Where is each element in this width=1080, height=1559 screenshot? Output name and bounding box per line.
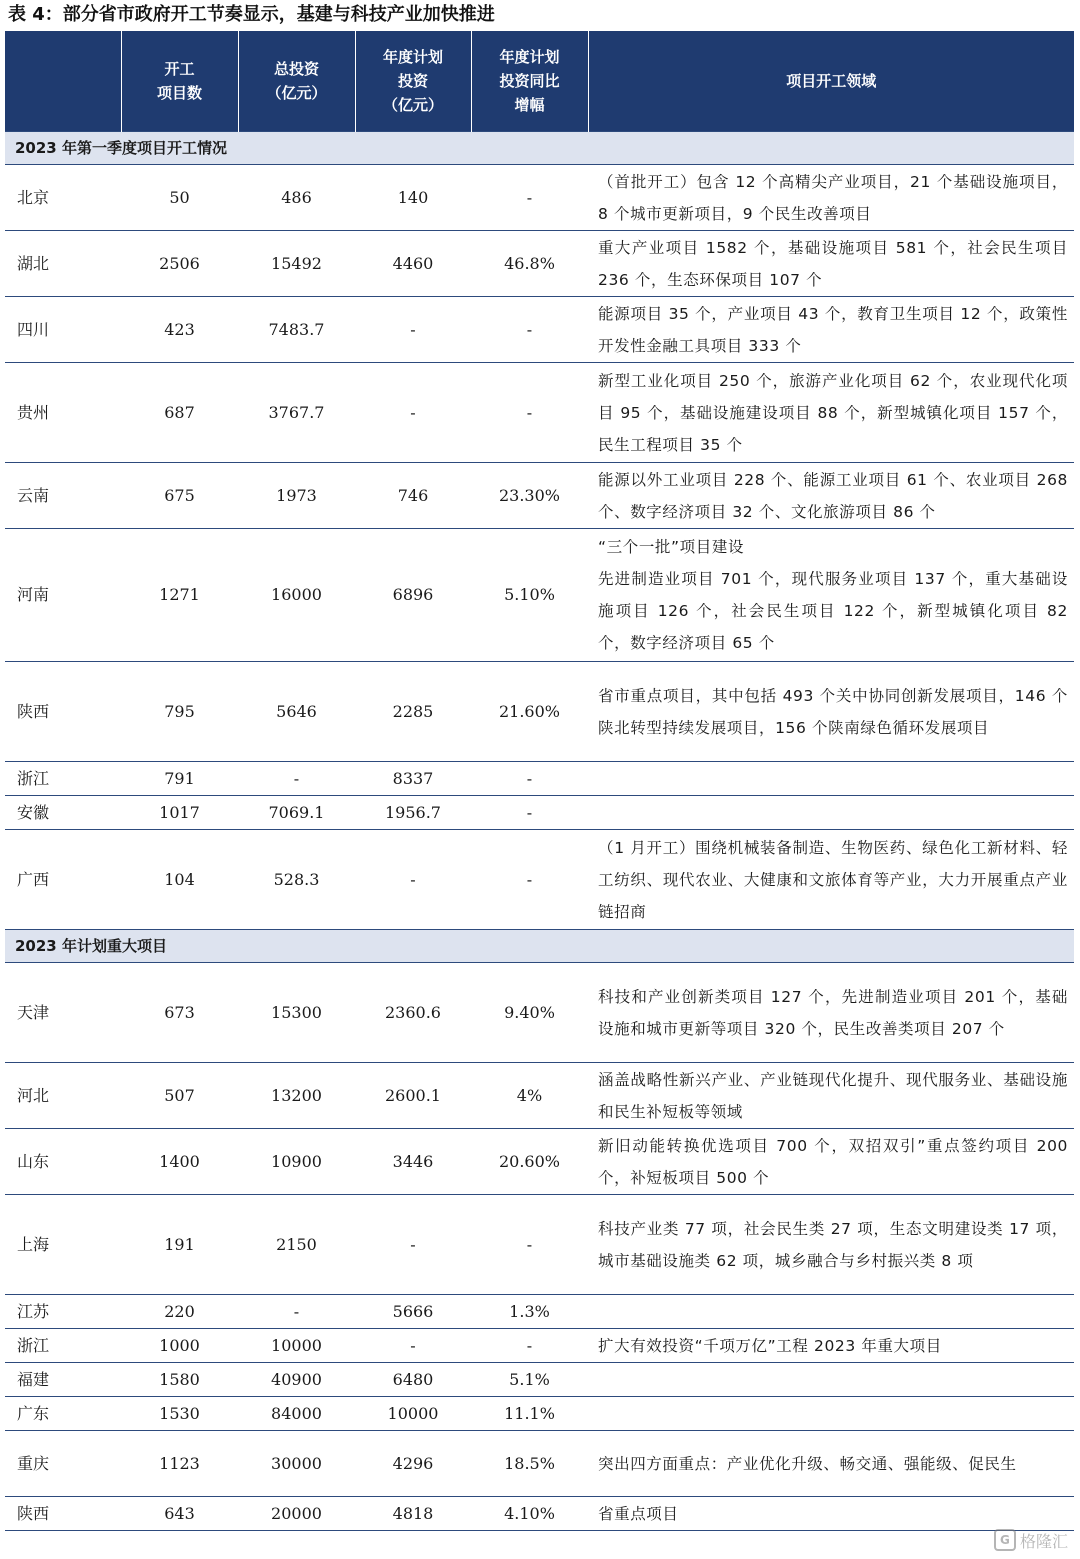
project-count-cell: 191 [121, 1195, 238, 1295]
growth-cell: 11.1% [471, 1397, 588, 1431]
province-cell: 广东 [5, 1397, 121, 1431]
section-title: 2023 年计划重大项目 [5, 930, 1074, 963]
total-investment-cell: 7483.7 [238, 297, 355, 363]
project-count-cell: 423 [121, 297, 238, 363]
project-count-cell: 1123 [121, 1431, 238, 1497]
table-row [5, 1063, 1074, 1129]
total-investment-cell: 20000 [238, 1497, 355, 1531]
growth-cell: - [471, 363, 588, 463]
project-count-cell: 1017 [121, 796, 238, 830]
annual-investment-cell: 6896 [355, 529, 471, 662]
province-cell: 重庆 [5, 1431, 121, 1497]
annual-investment-cell: 4460 [355, 231, 471, 297]
column-header [5, 31, 121, 132]
project-domain-cell: 能源以外工业项目 228 个、能源工业项目 61 个、农业项目 268 个、数字经济项目 32 个、文化旅游项目 86 个 [588, 463, 1074, 529]
project-count-cell: 2506 [121, 231, 238, 297]
table-row [5, 297, 1074, 363]
table-row [5, 363, 1074, 463]
watermark-text: 格隆汇 [1019, 1531, 1068, 1551]
project-count-cell: 1530 [121, 1397, 238, 1431]
growth-cell: - [471, 297, 588, 363]
project-domain-cell: 重大产业项目 1582 个，基础设施项目 581 个，社会民生项目 236 个，生态环保项目 107 个 [588, 231, 1074, 297]
project-domain-cell: 涵盖战略性新兴产业、产业链现代化提升、现代服务业、基础设施和民生补短板等领域 [588, 1063, 1074, 1129]
table-header-row [5, 31, 1074, 132]
watermark [994, 1527, 1068, 1553]
province-cell: 贵州 [5, 363, 121, 463]
project-domain-cell: 能源项目 35 个，产业项目 43 个，教育卫生项目 12 个，政策性开发性金融工具项目 333 个 [588, 297, 1074, 363]
province-cell: 山东 [5, 1129, 121, 1195]
project-count-cell: 1400 [121, 1129, 238, 1195]
province-cell: 广西 [5, 830, 121, 930]
project-count-cell: 675 [121, 463, 238, 529]
province-cell: 陕西 [5, 1497, 121, 1531]
table-row [5, 463, 1074, 529]
growth-cell: - [471, 762, 588, 796]
total-investment-cell: 5646 [238, 662, 355, 762]
project-domain-cell: （1 月开工）围绕机械装备制造、生物医药、绿色化工新材料、轻工纺织、现代农业、大健康和文旅体育等产业，大力开展重点产业链招商 [588, 830, 1074, 930]
project-domain-cell [588, 762, 1074, 796]
column-header: 项目开工领域 [588, 31, 1074, 132]
project-count-cell: 1000 [121, 1329, 238, 1363]
total-investment-cell: 40900 [238, 1363, 355, 1397]
annual-investment-cell: 1956.7 [355, 796, 471, 830]
table-row [5, 830, 1074, 930]
table-row [5, 1295, 1074, 1329]
project-count-cell: 643 [121, 1497, 238, 1531]
growth-cell: 1.3% [471, 1295, 588, 1329]
annual-investment-cell: 5666 [355, 1295, 471, 1329]
annual-investment-cell: - [355, 830, 471, 930]
project-domain-cell: 新型工业化项目 250 个，旅游产业化项目 62 个，农业现代化项目 95 个，基础设施建设项目 88 个，新型城镇化项目 157 个，民生工程项目 35 个 [588, 363, 1074, 463]
section-title: 2023 年第一季度项目开工情况 [5, 132, 1074, 165]
project-count-cell: 687 [121, 363, 238, 463]
project-domain-cell: “三个一批”项目建设 先进制造业项目 701 个，现代服务业项目 137 个，重大基础设施项目 126 个，社会民生项目 122 个，新型城镇化项目 82 个，数字经济项目 65 个 [588, 529, 1074, 662]
investment-table [5, 31, 1074, 1531]
table-row [5, 529, 1074, 662]
annual-investment-cell: - [355, 363, 471, 463]
total-investment-cell: 84000 [238, 1397, 355, 1431]
project-domain-cell [588, 796, 1074, 830]
table-row [5, 1195, 1074, 1295]
column-header: 年度计划 投资 （亿元） [355, 31, 471, 132]
project-count-cell: 1271 [121, 529, 238, 662]
province-cell: 浙江 [5, 762, 121, 796]
table-row [5, 1329, 1074, 1363]
project-count-cell: 104 [121, 830, 238, 930]
project-count-cell: 507 [121, 1063, 238, 1129]
table-row [5, 1431, 1074, 1497]
total-investment-cell: 7069.1 [238, 796, 355, 830]
project-count-cell: 1580 [121, 1363, 238, 1397]
project-domain-cell: 科技和产业创新类项目 127 个，先进制造业项目 201 个，基础设施和城市更新等项目 320 个，民生改善类项目 207 个 [588, 963, 1074, 1063]
annual-investment-cell: 10000 [355, 1397, 471, 1431]
column-header: 年度计划 投资同比 增幅 [471, 31, 588, 132]
table-row [5, 1363, 1074, 1397]
province-cell: 陕西 [5, 662, 121, 762]
project-domain-cell: （首批开工）包含 12 个高精尖产业项目，21 个基础设施项目，8 个城市更新项目，9 个民生改善项目 [588, 165, 1074, 231]
province-cell: 湖北 [5, 231, 121, 297]
total-investment-cell: - [238, 762, 355, 796]
growth-cell: - [471, 165, 588, 231]
project-domain-cell: 突出四方面重点：产业优化升级、畅交通、强能级、促民生 [588, 1431, 1074, 1497]
section-header-row [5, 930, 1074, 963]
province-cell: 安徽 [5, 796, 121, 830]
table-row [5, 1129, 1074, 1195]
project-domain-cell [588, 1363, 1074, 1397]
growth-cell: 5.10% [471, 529, 588, 662]
growth-cell: 20.60% [471, 1129, 588, 1195]
total-investment-cell: 16000 [238, 529, 355, 662]
project-domain-cell: 省重点项目 [588, 1497, 1074, 1531]
project-domain-cell: 科技产业类 77 项，社会民生类 27 项，生态文明建设类 17 项，城市基础设施类 62 项，城乡融合与乡村振兴类 8 项 [588, 1195, 1074, 1295]
column-header: 总投资 （亿元） [238, 31, 355, 132]
project-count-cell: 673 [121, 963, 238, 1063]
province-cell: 上海 [5, 1195, 121, 1295]
project-domain-cell: 新旧动能转换优选项目 700 个，双招双引”重点签约项目 200 个，补短板项目 500 个 [588, 1129, 1074, 1195]
growth-cell: 18.5% [471, 1431, 588, 1497]
annual-investment-cell: 2285 [355, 662, 471, 762]
province-cell: 河北 [5, 1063, 121, 1129]
table-row [5, 662, 1074, 762]
growth-cell: 5.1% [471, 1363, 588, 1397]
growth-cell: 4% [471, 1063, 588, 1129]
annual-investment-cell: 3446 [355, 1129, 471, 1195]
province-cell: 四川 [5, 297, 121, 363]
table-row [5, 231, 1074, 297]
growth-cell: 46.8% [471, 231, 588, 297]
total-investment-cell: 10000 [238, 1329, 355, 1363]
total-investment-cell: 2150 [238, 1195, 355, 1295]
growth-cell: - [471, 1195, 588, 1295]
table-row [5, 1497, 1074, 1531]
table-body [5, 132, 1074, 1531]
total-investment-cell: 30000 [238, 1431, 355, 1497]
annual-investment-cell: - [355, 1329, 471, 1363]
total-investment-cell: - [238, 1295, 355, 1329]
section-header-row [5, 132, 1074, 165]
table-row [5, 796, 1074, 830]
gelonghui-logo-icon: G [994, 1529, 1016, 1551]
annual-investment-cell: 2360.6 [355, 963, 471, 1063]
growth-cell: 21.60% [471, 662, 588, 762]
total-investment-cell: 3767.7 [238, 363, 355, 463]
province-cell: 江苏 [5, 1295, 121, 1329]
project-count-cell: 50 [121, 165, 238, 231]
project-domain-cell [588, 1397, 1074, 1431]
project-domain-cell: 扩大有效投资“千项万亿”工程 2023 年重大项目 [588, 1329, 1074, 1363]
province-cell: 北京 [5, 165, 121, 231]
project-domain-cell [588, 1295, 1074, 1329]
total-investment-cell: 15492 [238, 231, 355, 297]
province-cell: 天津 [5, 963, 121, 1063]
annual-investment-cell: 2600.1 [355, 1063, 471, 1129]
growth-cell: 23.30% [471, 463, 588, 529]
annual-investment-cell: - [355, 297, 471, 363]
growth-cell: - [471, 1329, 588, 1363]
total-investment-cell: 486 [238, 165, 355, 231]
table-row [5, 762, 1074, 796]
annual-investment-cell: - [355, 1195, 471, 1295]
project-count-cell: 795 [121, 662, 238, 762]
total-investment-cell: 15300 [238, 963, 355, 1063]
province-cell: 云南 [5, 463, 121, 529]
province-cell: 河南 [5, 529, 121, 662]
total-investment-cell: 10900 [238, 1129, 355, 1195]
total-investment-cell: 1973 [238, 463, 355, 529]
total-investment-cell: 13200 [238, 1063, 355, 1129]
column-header: 开工 项目数 [121, 31, 238, 132]
annual-investment-cell: 746 [355, 463, 471, 529]
table-caption: 表 4：部分省市政府开工节奏显示，基建与科技产业加快推进 [8, 4, 495, 25]
total-investment-cell: 528.3 [238, 830, 355, 930]
table-row [5, 1397, 1074, 1431]
growth-cell: - [471, 796, 588, 830]
table-row [5, 165, 1074, 231]
project-domain-cell: 省市重点项目，其中包括 493 个关中协同创新发展项目，146 个陕北转型持续发展项目，156 个陕南绿色循环发展项目 [588, 662, 1074, 762]
annual-investment-cell: 6480 [355, 1363, 471, 1397]
annual-investment-cell: 8337 [355, 762, 471, 796]
project-count-cell: 220 [121, 1295, 238, 1329]
province-cell: 福建 [5, 1363, 121, 1397]
project-count-cell: 791 [121, 762, 238, 796]
growth-cell: - [471, 830, 588, 930]
annual-investment-cell: 4818 [355, 1497, 471, 1531]
growth-cell: 9.40% [471, 963, 588, 1063]
province-cell: 浙江 [5, 1329, 121, 1363]
annual-investment-cell: 4296 [355, 1431, 471, 1497]
growth-cell: 4.10% [471, 1497, 588, 1531]
table-row [5, 963, 1074, 1063]
annual-investment-cell: 140 [355, 165, 471, 231]
